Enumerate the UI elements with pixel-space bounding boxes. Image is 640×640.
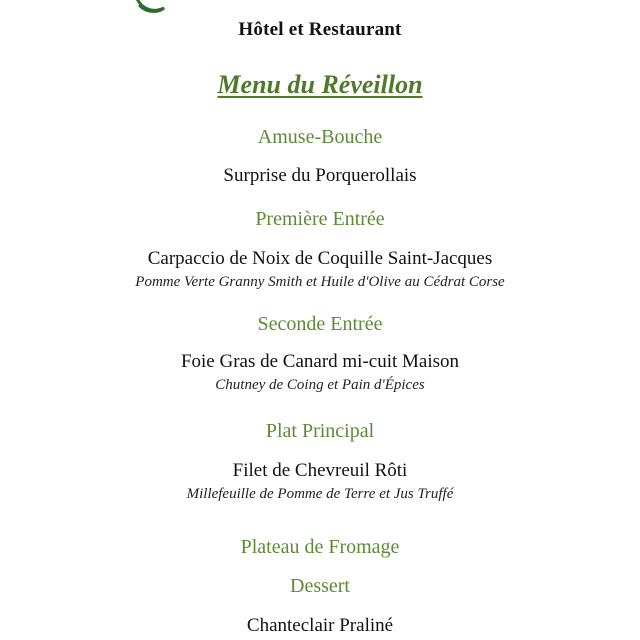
dish-seconde-entree: Foie Gras de Canard mi-cuit Maison [180,351,460,372]
course-plat-principal: Plat Principal [265,420,375,442]
logo-icon [130,0,190,16]
desc-premiere-entree: Pomme Verte Granny Smith et Huile d'Olive au Cédrat Corse [135,274,505,290]
desc-plat-principal: Millefeuille de Pomme de Terre et Jus Truffé [186,486,454,502]
restaurant-subtitle: Hôtel et Restaurant [238,19,402,40]
dish-amuse-bouche: Surprise du Porquerollais [223,165,417,186]
menu-title: Menu du Réveillon [217,70,423,99]
course-amuse-bouche: Amuse-Bouche [257,126,383,148]
course-seconde-entree: Seconde Entrée [257,313,383,335]
dish-premiere-entree: Carpaccio de Noix de Coquille Saint-Jacques [147,248,493,269]
course-premiere-entree: Première Entrée [255,208,385,230]
course-dessert: Dessert [290,575,350,597]
course-plateau-fromage: Plateau de Fromage [240,536,400,558]
dish-plat-principal: Filet de Chevreuil Rôti [232,460,408,481]
desc-seconde-entree: Chutney de Coing et Pain d'Épices [215,377,425,393]
dish-dessert: Chanteclair Praliné [246,615,394,636]
